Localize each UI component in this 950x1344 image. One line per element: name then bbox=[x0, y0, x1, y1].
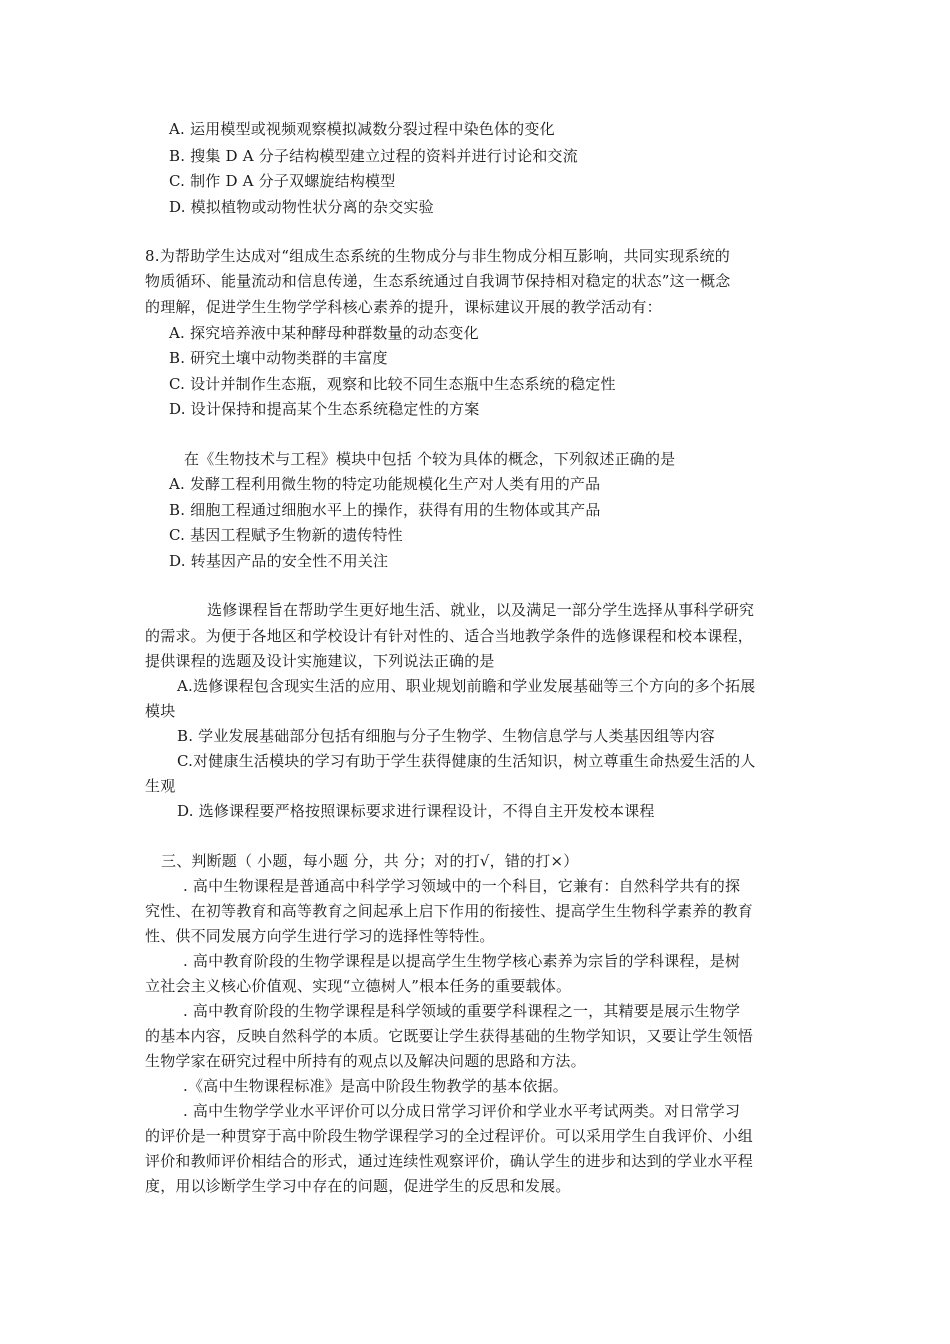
judgment-item-cont: 评价和教师评价相结合的形式，通过连续性观察评价，确认学生的进步和达到的学业水平程 bbox=[145, 1152, 754, 1170]
q7-option-b: B. 搜集 D A 分子结构模型建立过程的资料并进行讨论和交流 bbox=[169, 147, 578, 165]
judgment-item: . 高中生物课程是普通高中科学学习领域中的一个科目，它兼有：自然科学共有的探 bbox=[183, 877, 741, 895]
q8-option-c: C. 设计并制作生态瓶，观察和比较不同生态瓶中生态系统的稳定性 bbox=[169, 375, 616, 393]
q8-stem-line: 8.为帮助学生达成对“组成生态系统的生物成分与非生物成分相互影响，共同实现系统的 bbox=[145, 247, 730, 265]
judgment-item-cont: 立社会主义核心价值观、实现“立德树人”根本任务的重要载体。 bbox=[145, 977, 572, 995]
q7-option-c: C. 制作 D A 分子双螺旋结构模型 bbox=[169, 172, 396, 190]
q9-option-a: A. 发酵工程利用微生物的特定功能规模化生产对人类有用的产品 bbox=[169, 475, 601, 493]
q9-stem: 在《生物技术与工程》模块中包括 个较为具体的概念，下列叙述正确的是 bbox=[184, 450, 676, 468]
q10-stem-line: 选修课程旨在帮助学生更好地生活、就业，以及满足一部分学生选择从事科学研究 bbox=[207, 601, 755, 619]
q7-option-a: A. 运用模型或视频观察模拟减数分裂过程中染色体的变化 bbox=[169, 120, 555, 138]
q10-option-b: B. 学业发展基础部分包括有细胞与分子生物学、生物信息学与人类基因组等内容 bbox=[177, 727, 715, 745]
judgment-item-cont: 的基本内容，反映自然科学的本质。它既要让学生获得基础的生物学知识，又要让学生领悟 bbox=[145, 1027, 754, 1045]
judgment-item-cont: 生物学家在研究过程中所持有的观点以及解决问题的思路和方法。 bbox=[145, 1052, 586, 1070]
q10-option-c-cont: 生观 bbox=[145, 777, 176, 795]
q8-option-d: D. 设计保持和提高某个生态系统稳定性的方案 bbox=[169, 400, 480, 418]
q10-option-c: C.对健康生活模块的学习有助于学生获得健康的生活知识，树立尊重生命热爱生活的人 bbox=[177, 752, 756, 770]
q10-option-a-cont: 模块 bbox=[145, 702, 176, 720]
q7-option-d: D. 模拟植物或动物性状分离的杂交实验 bbox=[169, 198, 434, 216]
q8-stem-line: 的理解，促进学生生物学学科核心素养的提升，课标建议开展的教学活动有： bbox=[145, 298, 662, 316]
q10-stem-line: 的需求。为便于各地区和学校设计有针对性的、适合当地教学条件的选修课程和校本课程， bbox=[145, 627, 754, 645]
q10-option-d: D. 选修课程要严格按照课标要求进行课程设计，不得自主开发校本课程 bbox=[177, 802, 655, 820]
q9-option-b: B. 细胞工程通过细胞水平上的操作，获得有用的生物体或其产品 bbox=[169, 501, 601, 519]
judgment-item: . 高中教育阶段的生物学课程是科学领域的重要学科课程之一，其精要是展示生物学 bbox=[183, 1002, 741, 1020]
q8-option-b: B. 研究土壤中动物类群的丰富度 bbox=[169, 349, 388, 367]
q9-option-c: C. 基因工程赋予生物新的遗传特性 bbox=[169, 526, 403, 544]
judgment-item-cont: 的评价是一种贯穿于高中阶段生物学课程学习的全过程评价。可以采用学生自我评价、小组 bbox=[145, 1127, 754, 1145]
q8-stem-line: 物质循环、能量流动和信息传递，生态系统通过自我调节保持相对稳定的状态”这一概念 bbox=[145, 272, 731, 290]
judgment-item-cont: 究性、在初等教育和高等教育之间起承上启下作用的衔接性、提高学生生物科学素养的教育 bbox=[145, 902, 754, 920]
q9-option-d: D. 转基因产品的安全性不用关注 bbox=[169, 552, 389, 570]
q10-option-a: A.选修课程包含现实生活的应用、职业规划前瞻和学业发展基础等三个方向的多个拓展 bbox=[177, 677, 756, 695]
judgment-item-cont: 性、供不同发展方向学生进行学习的选择性等特性。 bbox=[145, 927, 495, 945]
q10-stem-line: 提供课程的选题及设计实施建议，下列说法正确的是 bbox=[145, 652, 495, 670]
judgment-item-cont: 度，用以诊断学生学习中存在的问题，促进学生的反思和发展。 bbox=[145, 1177, 571, 1195]
section-heading: 三、判断题（ 小题，每小题 分，共 分；对的打√，错的打×） bbox=[161, 852, 579, 870]
q8-option-a: A. 探究培养液中某种酵母种群数量的动态变化 bbox=[169, 324, 479, 342]
judgment-item: .《高中生物课程标准》是高中阶段生物教学的基本依据。 bbox=[183, 1077, 568, 1095]
judgment-item: . 高中教育阶段的生物学课程是以提高学生生物学核心素养为宗旨的学科课程，是树 bbox=[183, 952, 741, 970]
judgment-item: . 高中生物学学业水平评价可以分成日常学习评价和学业水平考试两类。对日常学习 bbox=[183, 1102, 741, 1120]
